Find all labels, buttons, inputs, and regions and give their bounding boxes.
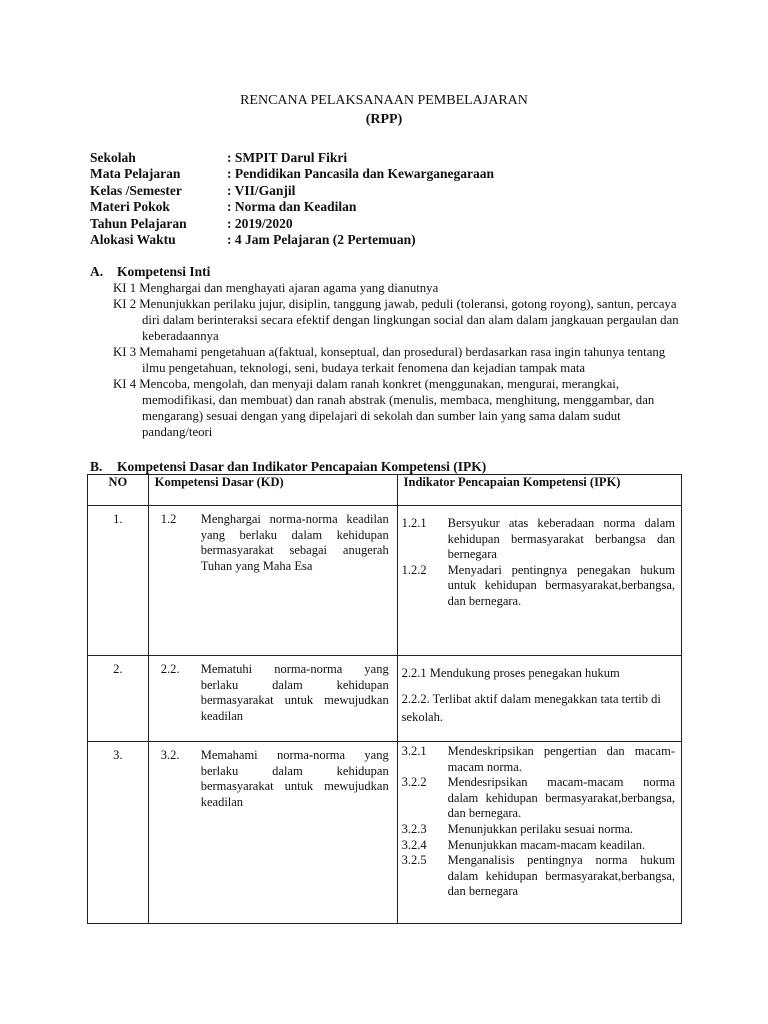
info-label: Alokasi Waktu (90, 231, 176, 247)
info-row-sekolah (90, 150, 494, 166)
section-letter: B. (90, 459, 103, 474)
kd-text: Memahami norma-norma yang berlaku dalam kehidupan bermasyarakat untuk mewujudkan keadilan (200, 748, 389, 809)
info-row-tahun-pelajaran (90, 216, 494, 232)
ipk-line: 2.2.2. Terlibat aktif dalam menegakkan tata tertib di sekolah. (401, 692, 661, 724)
kd-text: Mematuhi norma-norma yang berlaku dalam kehidupan bermasyarakat untuk mewujudkan keadilan (200, 662, 389, 723)
ki-item-1: KI 1 Menghargai dan menghayati ajaran agama yang dianutnya (113, 281, 439, 295)
ipk-text: Mendeskripsikan pengertian dan macam-macam norma. (447, 744, 675, 774)
column-header-no: NO (88, 475, 149, 506)
section-a-heading (90, 264, 210, 280)
ipk-text: Menunjukkan macam-macam keadilan. (447, 837, 646, 852)
info-value: : Pendidikan Pancasila dan Kewarganegaraan (227, 166, 495, 182)
column-header-kd: Kompetensi Dasar (KD) (148, 475, 397, 506)
kd-number: 2.2. (160, 662, 180, 676)
ipk-cell (397, 656, 681, 742)
info-value: : Norma dan Keadilan (227, 199, 357, 215)
ipk-text: Menyadari pentingnya penegakan hukum untuk kehidupan bermasyarakat,berbangsa, dan bernegara. (447, 562, 675, 608)
section-title: Kompetensi Dasar dan Indikator Pencapaian Kompetensi (IPK) (117, 459, 487, 474)
ipk-item (402, 838, 675, 854)
ipk-item (402, 516, 675, 563)
ipk-number: 1.2.2 (401, 562, 427, 577)
info-label: Sekolah (90, 150, 136, 165)
ki-item-3: KI 3 Memahami pengetahuan a(faktual, konseptual, dan prosedural) berdasarkan rasa ingin tahunya tentang ilmu pengetahuan, teknologi, seni, budaya terkait fenomena dan kejadian tampak mata (113, 345, 666, 375)
table-header-row (88, 475, 682, 506)
info-value: : SMPIT Darul Fikri (227, 150, 348, 165)
kd-number: 1.2 (160, 512, 177, 526)
kd-number: 3.2. (160, 748, 180, 762)
ipk-number: 3.2.1 (401, 744, 427, 758)
document-subtitle: (RPP) (365, 112, 403, 127)
kd-cell (148, 742, 397, 924)
ipk-number: 3.2.3 (401, 821, 427, 836)
info-value: : VII/Ganjil (227, 182, 296, 198)
info-row-mata-pelajaran (90, 166, 494, 182)
info-value: : 2019/2020 (227, 215, 293, 231)
info-row-materi-pokok (90, 199, 494, 215)
document-title: RENCANA PELAKSANAAN PEMBELAJARAN (240, 93, 528, 108)
info-label: Kelas /Semester (90, 182, 182, 198)
ipk-item (402, 563, 675, 610)
table-row (88, 656, 682, 742)
ipk-item (402, 822, 675, 838)
table-row (88, 506, 682, 656)
ipk-item (402, 744, 675, 775)
ipk-number: 3.2.5 (401, 853, 427, 868)
info-row-kelas-semester (90, 183, 494, 199)
ki-item-4: KI 4 Mencoba, mengolah, dan menyaji dalam ranah konkret (menggunakan, mengurai, merangkai, memodifikasi, dan membuat) dan ranah abstrak (menulis, membaca, menghitung, menggambar, dan mengarang) sesuai dengan yang dipelajari di sekolah dan sumber lain yang sama dalam sudut pandang/teori (113, 377, 655, 439)
table-row (88, 742, 682, 924)
kd-cell (148, 506, 397, 656)
kompetensi-inti-list (113, 280, 683, 440)
section-title: Kompetensi Inti (117, 264, 211, 279)
ipk-text: Menganalisis pentingnya norma hukum dalam kehidupan bermasyarakat,berbangsa, dan bernegara (447, 853, 675, 899)
ipk-item (402, 853, 675, 900)
ipk-cell (397, 506, 681, 656)
info-label: Tahun Pelajaran (90, 215, 187, 231)
section-letter: A. (90, 264, 104, 279)
ipk-number: 3.2.2 (401, 775, 427, 790)
ipk-item (402, 775, 675, 822)
info-label: Mata Pelajaran (90, 166, 181, 182)
ipk-number: 1.2.1 (401, 516, 427, 530)
section-b-heading (90, 459, 486, 475)
ipk-text: Mendesripsikan macam-macam norma dalam kehidupan bermasyarakat,berbangsa, dan bernegara. (447, 775, 675, 821)
identity-block (90, 150, 494, 248)
info-row-alokasi-waktu (90, 232, 494, 248)
ipk-text: Bersyukur atas keberadaan norma dalam kehidupan bermasyarakat berbangsa dan bernegara (447, 516, 675, 562)
ipk-number: 3.2.4 (401, 837, 427, 852)
column-header-ipk: Indikator Pencapaian Kompetensi (IPK) (397, 475, 681, 506)
kd-text: Menghargai norma-norma keadilan yang berlaku dalam kehidupan bermasyarakat sebagai anugerah Tuhan yang Maha Esa (200, 512, 389, 573)
info-value: : 4 Jam Pelajaran (2 Pertemuan) (227, 231, 416, 247)
row-number: 3. (88, 742, 149, 924)
kd-cell (148, 656, 397, 742)
ipk-line: 2.2.1 Mendukung proses penegakan hukum (401, 666, 620, 680)
ki-item-2: KI 2 Menunjukkan perilaku jujur, disiplin, tanggung jawab, peduli (toleransi, gotong royong), santun, percaya diri dalam berinteraksi secara efektif dengan lingkungan social dan alam dalam jangkauan pergaulan dan keberadaannya (113, 297, 679, 343)
row-number: 1. (88, 506, 149, 656)
ipk-text: Menunjukkan perilaku sesuai norma. (447, 821, 634, 836)
info-label: Materi Pokok (90, 199, 170, 215)
kd-ipk-table (87, 474, 682, 924)
row-number: 2. (88, 656, 149, 742)
ipk-cell (397, 742, 681, 924)
